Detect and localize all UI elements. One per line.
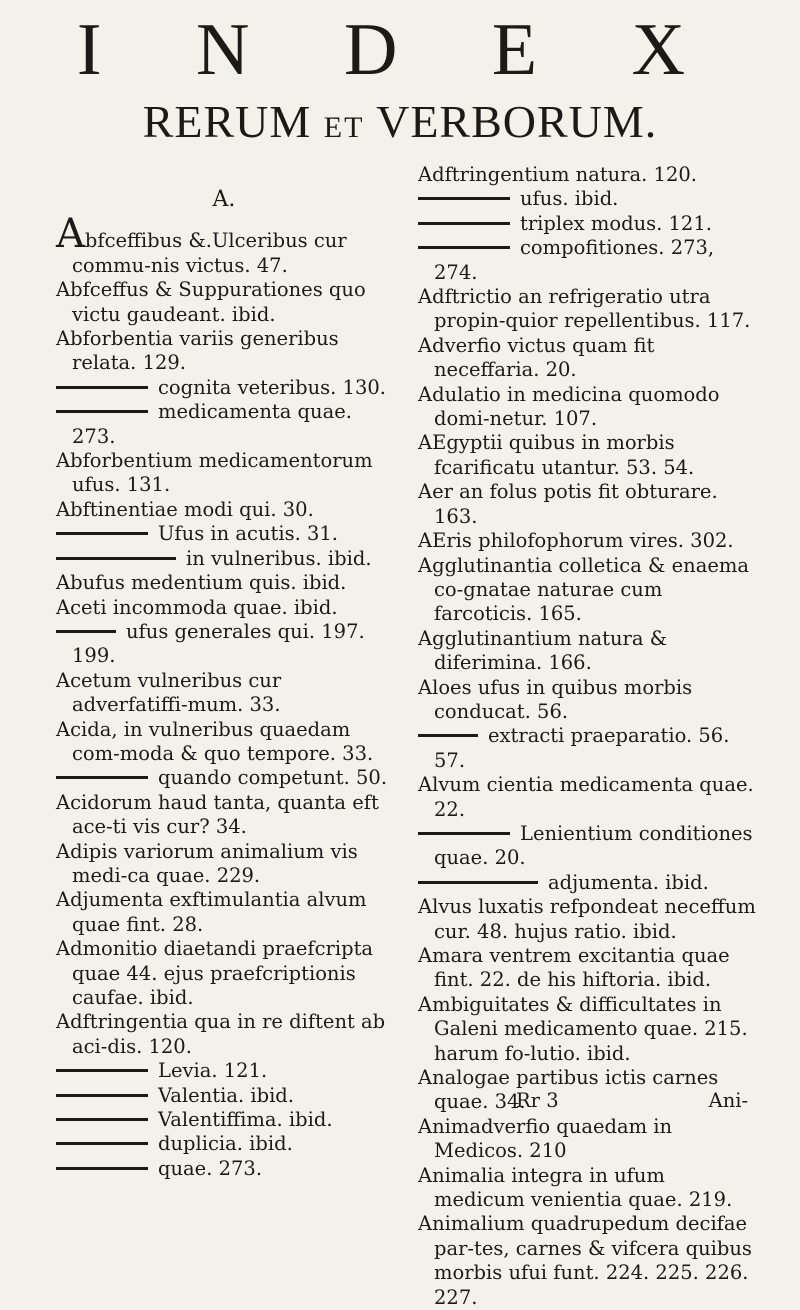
index-entry: Aloes ufus in quibus morbis conducat. 56. <box>418 675 693 723</box>
index-entry <box>418 212 758 236</box>
index-entry: Ambiguitates & difficultates in Galeni medicamento quae. 215. harum fo-lutio. ibid. <box>418 992 748 1065</box>
index-entry: Alvum cientia medicamenta quae. 22. <box>418 773 754 821</box>
ditto-rule <box>56 1069 148 1072</box>
entry-text: Levia. 121. <box>158 1059 268 1083</box>
page-title: I N D E X <box>76 9 724 91</box>
subtitle-verborum: VERBORUM. <box>376 96 658 147</box>
ditto-rule <box>418 197 510 200</box>
entry-text: Ufus in acutis. 31. <box>158 522 339 546</box>
entry-text: Valentia. ibid. <box>158 1083 294 1107</box>
entry-text: in vulneribus. ibid. <box>186 546 372 570</box>
index-entry: Abufus medentium quis. ibid. <box>56 571 347 595</box>
index-entry: AEgyptii quibus in morbis fcarificatu utantur. 53. 54. <box>418 431 695 479</box>
index-entry: Adulatio in medicina quomodo domi-netur. 107. <box>418 382 720 431</box>
ditto-rule <box>418 832 510 835</box>
index-entry <box>56 1108 392 1132</box>
entry-text: cognita veteribus. 130. <box>158 375 386 399</box>
right-column <box>418 163 758 1310</box>
ditto-rule <box>56 1142 148 1145</box>
ditto-rule <box>56 776 148 779</box>
ditto-rule <box>56 1167 148 1170</box>
ditto-rule <box>418 246 510 249</box>
index-entry: Acetum vulneribus cur adverfatiffi-mum. 33. <box>56 668 282 717</box>
entry-text: ufus generales qui. 197. 199. <box>72 619 365 668</box>
index-entry: Adjumenta exftimulantia alvum quae fint. 28. <box>56 888 367 936</box>
ditto-rule <box>56 386 148 389</box>
subtitle-rerum: RERUM <box>142 96 312 147</box>
ditto-rule <box>418 222 510 225</box>
index-entry <box>56 547 392 571</box>
index-entry: Abftinentiae modi qui. 30. <box>56 497 314 521</box>
entry-text: Valentiffima. ibid. <box>158 1108 333 1132</box>
index-entry: Adftringentium natura. 120. <box>418 163 697 186</box>
page-subtitle <box>0 96 800 154</box>
index-entry: Abfceffibus &.Ulceribus cur commu-nis victus. 47. <box>56 211 347 277</box>
entry-text: duplicia. ibid. <box>158 1132 293 1156</box>
entry-text: triplex modus. 121. <box>520 211 712 235</box>
ditto-rule <box>418 881 538 884</box>
index-entry: Adftringentia qua in re diftent ab aci-dis. 120. <box>56 1010 386 1058</box>
index-entry <box>56 522 392 546</box>
index-entry: AEris philofophorum vires. 302. <box>418 529 734 553</box>
signature-mark: Rr 3 <box>516 1089 559 1112</box>
entry-text: quae. 273. <box>158 1156 263 1180</box>
index-entry: Abforbentium medicamentorum ufus. 131. <box>56 449 373 497</box>
ditto-rule <box>56 557 176 560</box>
index-entry: Analogae partibus ictis carnes quae. 34. <box>418 1066 719 1114</box>
entry-text: compofitiones. 273, 274. <box>434 236 715 284</box>
page-footer <box>516 1089 776 1112</box>
index-entry <box>418 724 758 773</box>
index-entry: Alvus luxatis refpondeat neceffum cur. 48. hujus ratio. ibid. <box>418 895 756 943</box>
ditto-rule <box>56 410 148 413</box>
entry-text: Lenientium conditiones quae. 20. <box>434 821 753 870</box>
index-entry <box>56 620 392 669</box>
index-entry <box>418 871 758 895</box>
index-entry: Adipis variorum animalium vis medi-ca quae. 229. <box>56 839 358 887</box>
index-entry: Animalium quadrupedum decifae par-tes, carnes & vifcera quibus morbis ufui funt. 224. 225. 226. 227. <box>418 1212 752 1309</box>
index-entry: Aer an folus potis fit obturare. 163. <box>418 480 718 528</box>
ditto-rule <box>56 1094 148 1097</box>
left-column <box>56 170 392 1181</box>
index-entry <box>56 1059 392 1083</box>
ditto-rule <box>56 532 148 535</box>
index-entry <box>56 1157 392 1181</box>
ditto-rule <box>56 1118 148 1121</box>
index-entry: Aceti incommoda quae. ibid. <box>56 595 338 619</box>
index-entry: Agglutinantium natura & diferimina. 166. <box>418 626 668 675</box>
index-entry <box>56 376 392 400</box>
index-entry: Amara ventrem excitantia quae fint. 22. de his hiftoria. ibid. <box>418 944 730 992</box>
index-entry: Acidorum haud tanta, quanta eft ace-ti vis cur? 34. <box>56 790 379 839</box>
index-entry <box>56 766 392 790</box>
ditto-rule <box>56 630 116 633</box>
subtitle-et: ET <box>323 111 365 144</box>
index-entry <box>56 400 392 449</box>
index-entry: Adverfio victus quam fit neceffaria. 20. <box>418 333 655 382</box>
index-entry: Admonitio diaetandi praefcripta quae 44. ejus praefcriptionis caufae. ibid. <box>56 937 374 1009</box>
index-entry <box>418 236 758 285</box>
entry-text: ufus. ibid. <box>520 187 619 211</box>
index-entry <box>418 187 758 211</box>
index-entry: Animadverfio quaedam in Medicos. 210 <box>418 1114 673 1163</box>
index-entry <box>418 822 758 871</box>
entry-text: extracti praeparatio. 56. 57. <box>434 724 730 772</box>
entry-text: medicamenta quae. 273. <box>72 400 352 448</box>
index-entry: Agglutinantia colletica & enaema co-gnatae naturae cum farcoticis. 165. <box>418 553 749 626</box>
index-entry <box>56 1084 392 1108</box>
ditto-rule <box>418 734 478 737</box>
catchword: Ani- <box>708 1089 749 1112</box>
entry-text: quando competunt. 50. <box>158 766 388 790</box>
section-letter: A. <box>212 187 236 212</box>
index-entry: Adftrictio an refrigeratio utra propin-quior repellentibus. 117. <box>418 285 751 333</box>
index-entry: Abforbentia variis generibus relata. 129. <box>56 327 339 375</box>
entry-text: adjumenta. ibid. <box>548 870 709 894</box>
index-entry: Acida, in vulneribus quaedam com-moda & quo tempore. 33. <box>56 717 374 765</box>
index-entry: Abfceffus & Suppurationes quo victu gaudeant. ibid. <box>56 278 366 326</box>
index-entry: Animalia integra in ufum medicum venientia quae. 219. <box>418 1163 733 1212</box>
index-entry <box>56 1132 392 1156</box>
